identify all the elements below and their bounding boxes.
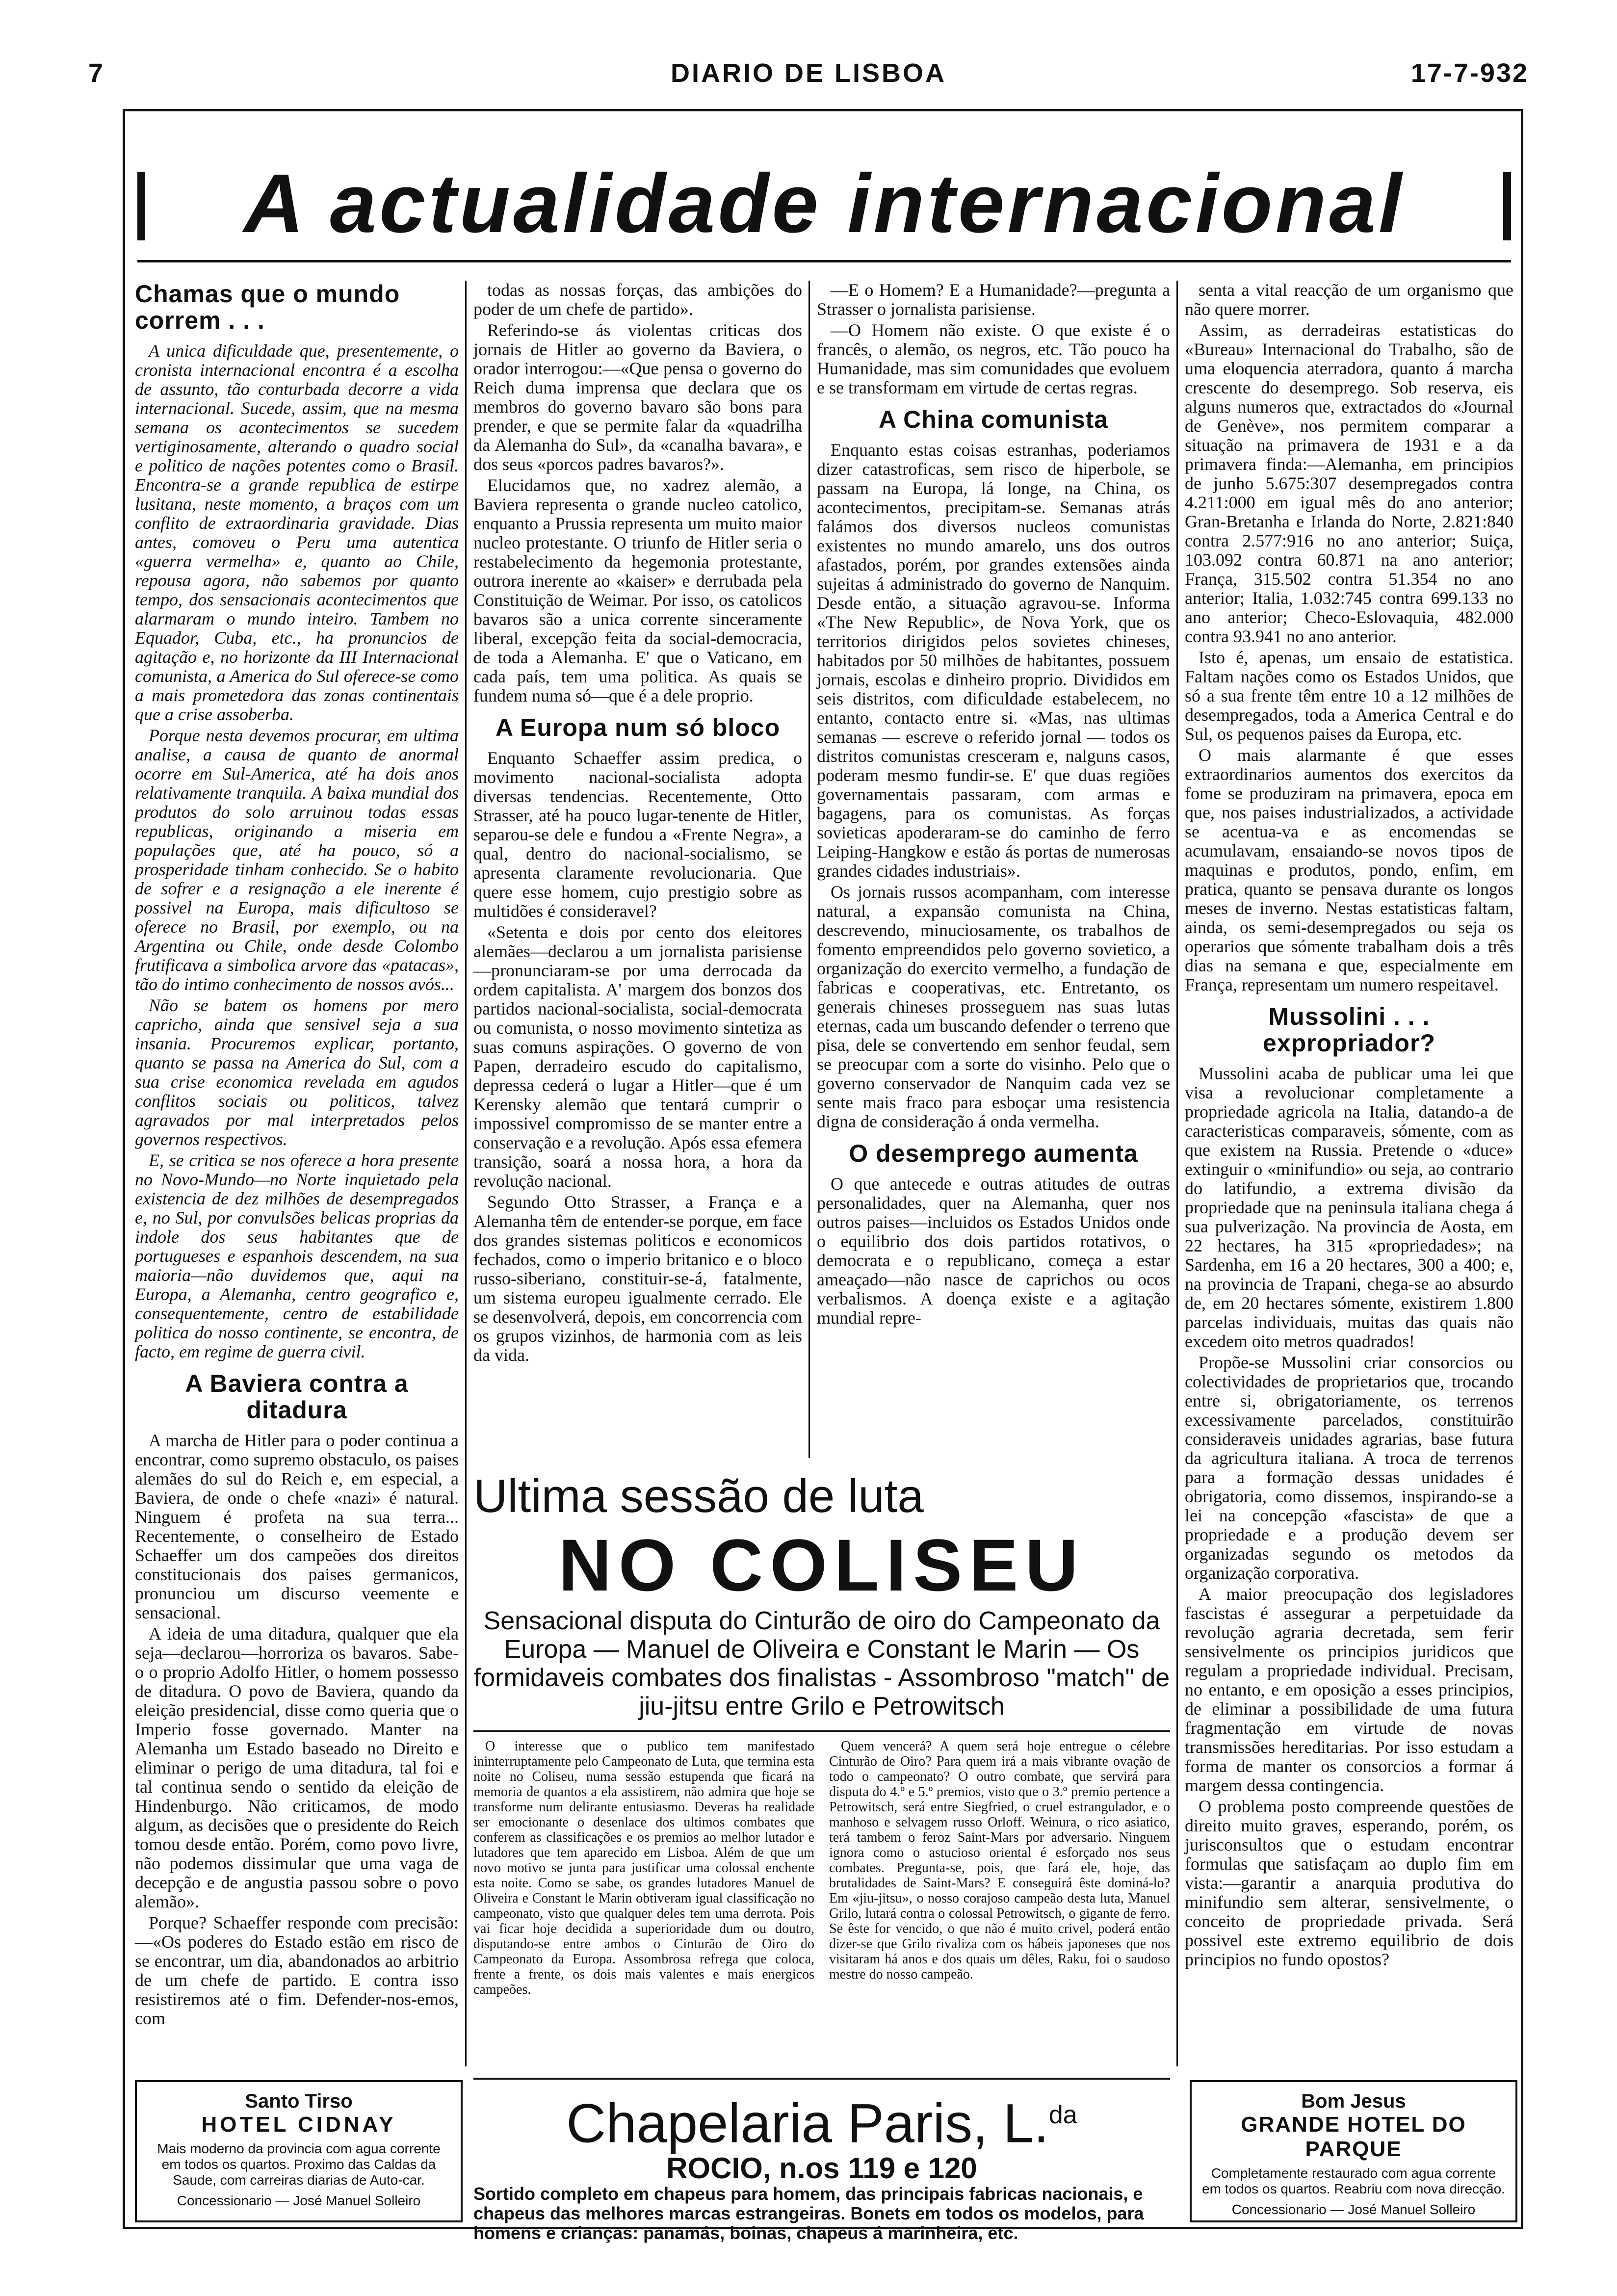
ad-hotel-name: HOTEL CIDNAY [201, 2113, 396, 2137]
headline-bar-left [137, 172, 145, 240]
paragraph: senta a vital reacção de um organismo que não quere morrer. [1185, 280, 1513, 319]
paragraph: Porque? Schaeffer responde com precisão:—«Os poderes do Estado estão em risco de se encontrar, um dia, abandonados ao arbitrio de um chefe de partido. E contra isso resistiremos até o fim. Defender-nos-emos, com [135, 1913, 459, 2028]
subheading: Chamas que o mundo correm . . . [135, 280, 400, 334]
ad-title-text: Chapelaria Paris, L. [566, 2092, 1049, 2154]
paragraph: Segundo Otto Strasser, a França e a Alemanha têm de entender-se porque, em face dos grandes sistemas politicos e economicos fechados, como o imperio britanico e o bloco russo-siberiano, constituir-se-á, fatalmente, um sistema europeu igualmente cerrado. Ele se desenvolverá, depois, em concorrencia com os grupos vizinhos, de harmonia com as leis da vida. [473, 1192, 802, 1365]
page-number: 7 [88, 58, 104, 88]
headline-rule [137, 260, 1511, 262]
paragraph: Propõe-se Mussolini criar consorcios ou colectividades de proprietarios que, trocando entre si, obrigatoriamente, os terrenos excessivamente parcelados, constituirão consideraveis unidades agrarias, base futura da agricultura italiana. A troca de terrenos para a formação dessas unidades é obrigatoria, como dissemos, inspirando-se a lei na concepção «fascista» de que a propriedade e a produção devem ser organizadas segundo os metodos da organização corporativa. [1185, 1353, 1513, 1583]
paragraph: «Setenta e dois por cento dos eleitores alemães—declarou a um jornalista parisiense—pronunciaram-se por uma derrocada da ordem capitalista. A' margem dos bonzos dos partidos nacional-socialista, social-democrata ou comunista, o nosso movimento sintetiza as suas comuns aspirações. O governo de von Papen, derradeiro escudo do capitalismo, depressa cederá o lugar a Hitler—que é um Kerensky alemão que tentará cumprir o impossivel compromisso de se manter entre a conservação e a revolução. Após essa efemera transição, soará a nossa hora, a hora da revolução nacional. [473, 922, 802, 1191]
ad-body-right [829, 1739, 1170, 1998]
ad-headline: NO COLISEU [558, 1524, 1085, 1606]
paragraph: O que antecede e outras atitudes de outras personalidades, quer na Alemanha, quer nos outros paises—incluidos os Estados Unidos onde o equilibrio dos dois partidos rotativos, o democrata e o republicano, começa a estar ameaçado—não nasce de caprichos ou ocos verbalismos. A doença existe e a agitação mundial repre- [817, 1174, 1170, 1328]
newspaper-name: DIARIO DE LISBOA [670, 58, 947, 88]
subheading: A Baviera contra a ditadura [185, 1370, 409, 1424]
column-rule [1176, 281, 1178, 2066]
paragraph: A ideia de uma ditadura, qualquer que ela seja—declarou—horroriza os bavaros. Sabe-o o proprio Adolfo Hitler, o homem possesso de ditadura. O povo de Baviera, quando da eleição presidencial, disse como queria que o Imperio fosse governado. Manter na Alemanha um Estado baseado no Direito e eliminar o perigo de uma ditadura, tal foi e tal continua sendo o sentido da eleição de Hindenburgo. Não criticamos, de modo algum, as decisões que o presidente do Reich tomou desde então. Porém, como povo livre, não podemos dissimular que uma vaga de decepção e de angustia passou sobre o povo alemão». [135, 1624, 459, 1911]
paragraph: Enquanto Schaeffer assim predica, o movimento nacional-socialista adopta diversas tendencias. Recentemente, Otto Strasser, até ha pouco lugar-tenente de Hitler, separou-se dele e fundou a «Frente Negra», a qual, dentro do nacional-socialismo, se apresenta claramente revolucionaria. Que quere esse homem, cujo prestigio sobre as multidões é consideravel? [473, 748, 802, 921]
ad-body [473, 1730, 1170, 1998]
coliseu-advertisement [473, 1469, 1170, 2068]
paragraph: A maior preocupação dos legisladores fascistas é assegurar a perpetuidade da revolução agraria decretada, sem ferir sensivelmente os principios juridicos que regulam a propriedade individual. Precisam, no entanto, e em oposição a esses principios, de eliminar a possibilidade de uma futura fragmentação em virtude de novas transmissões hereditarias. Por isso estudam a forma de manter os consorcios a formar á margem dessa contingencia. [1185, 1584, 1513, 1795]
paragraph: —O Homem não existe. O que existe é o francês, o alemão, os negros, etc. Tão pouco ha Humanidade, mas sim comunidades que evoluem e se transformam em virtude de certas regras. [817, 320, 1170, 397]
ad-place: Santo Tirso [245, 2090, 353, 2112]
paragraph: Enquanto estas coisas estranhas, poderiamos dizer catastroficas, sem risco de hiperbole, se passam na Europa, lá longe, na China, os acontecimentos, precipitam-se. Semanas atrás falámos dos diversos nucleos comunistas existentes no mundo amarelo, uns dos outros afastados, porém, por grandes extensões ainda sujeitas á administrado do governo de Nanquim. Desde então, a situação agravou-se. Informa «The New Republic», de Nova York, que os territorios dirigidos pelos sovietes chineses, habitados por 50 milhões de habitantes, possuem jornais, escolas e dinheiro proprio. Divididos em seis distritos, com dificuldade estabelecem, no entanto, contacto entre si. «Mas, nas ultimas semanas — escreve o referido jornal — todos os distritos comunistas cresceram e, nalguns casos, poderam mesmo fundir-se. E' que duas regiões governamentais passaram, com armas e bagagens, para os comunistas. As forças sovieticas apoderaram-se do caminho de ferro Leiping-Hangkow e estão ás portas de numerosas grandes cidades industriais». [817, 440, 1170, 881]
ad-address: ROCIO, n.os 119 e 120 [666, 2152, 977, 2185]
paragraph: Porque nesta devemos procurar, em ultima analise, a causa de quanto de anormal ocorre em Sul-America, até ha dois anos relativamente tranquila. A baixa mundial dos produtos do solo arruinou todas essas republicas, originando a miseria em populações que, até ha pouco, só a prosperidade tinham conhecido. Se o habito de sofrer e a resignação a ele inerente é possivel na Europa, mais dificultoso se oferece no Brasil, por exemplo, ou na Argentina ou Chile, onde desde Colombo frutificava a simbolica arvore das «patacas», tão do intimo conhecimento de nossos avós... [135, 726, 459, 994]
ad-description: Sortido completo em chapeus para homem, das principais fabricas nacionais, e chapeus das melhores marcas estrangeiras. Bonets em todos os modelos, para homens e crianças: panamás, boinas, chapeus á marinheira, etc. [473, 2184, 1144, 2244]
subheading: A Europa num só bloco [495, 714, 781, 741]
article-column-1 [135, 281, 459, 2030]
paragraph: O mais alarmante é que esses extraordinarios aumentos dos exercitos da fome se produziram na primavera, epoca em que, nos paises industrializados, a actividade se acentua-va e as encomendas se acumulavam, ensaiando-se novos tipos de maquinas e produtos, pondo, enfim, em pratica, quanto se pensava durante os longos meses de inverno. Nestas estatisticas faltam, ainda, os semi-desempregados ou seja os operarios que sómente trabalham dois a três dias na semana e que, especialmente em França, representam um numero respeitavel. [1185, 745, 1513, 994]
paragraph: Elucidamos que, no xadrez alemão, a Baviera representa o grande nucleo catolico, enquanto a Prussia representa um muito maior nucleo protestante. O triunfo de Hitler seria o restabelecimento da hegemonia protestante, outrora inerente ao «kaiser» e derrubada pela Constituição de Weimar. Por isso, os catolicos bavaros são a unica corrente sinceramente liberal, excepção feita da social-democracia, de toda a Alemanha. E' que o Vaticano, em cada país, tem uma politica. As quais se fundem numa só—que é a dele proprio. [473, 475, 802, 705]
ad-body-left [473, 1739, 814, 1998]
paragraph: Assim, as derradeiras estatisticas do «Bureau» Internacional do Trabalho, são de uma eloquencia aterradora, quanto á marcha crescente do desemprego. Sob reserva, eis alguns numeros que, extractados do «Journal de Genève», nos permitem comparar a situação na primavera de 1931 e a da primavera finda:—Alemanha, em principios de junho 5.675:307 desempregados contra 4.211:000 em igual mês do ano anterior; Gran-Bretanha e Irlanda do Norte, 2.821:840 contra 2.577:916 no ano anterior; Suiça, 103.092 contra 60.871 na ano anterior; França, 315.502 contra 51.354 no ano anterior; Italia, 1.032:745 contra 699.133 no ano anterior; Checo-Eslovaquia, 482.000 contra 93.941 no ano anterior. [1185, 320, 1513, 646]
paragraph: Isto é, apenas, um ensaio de estatistica. Faltam nações como os Estados Unidos, que só a sua frente têm entre 10 a 12 milhões de desempregados, toda a America Central e do Sul, os pequenos paises da Europa, etc. [1185, 648, 1513, 744]
paragraph: Quem vencerá? A quem será hoje entregue o célebre Cinturão de Oiro? Para quem irá a mais vibrante ovação de todo o campeonato? O outro combate, que servirá para disputa do 4.º e 5.º premios, visto que o 3.º premio pertence a Petrowitsch, será entre Siegfried, o cruel estrangulador, e o manhoso e selvagem russo Orloff. Weinura, o rico asiatico, terá tambem o feroz Saint-Mars por adversario. Ninguem ignora como o astucioso oriental é esforçado nos seus combates. Pregunta-se, pois, que fará ele, hoje, das brutalidades de Saint-Mars? E conseguirá êste dominá-lo? Em «jiu-jitsu», o nosso corajoso campeão desta luta, Manuel Grilo, lutará contra o colossal Petrowitsch, o gigante de ferro. Se êste for vencido, o que não é muito crivel, poderá então dizer-se que Grilo rivaliza com os hábeis japoneses que nos visitaram há anos e dos quais um dêles, Raku, foi o saudoso mestre do nosso campeão. [829, 1739, 1170, 1982]
paragraph: Mussolini acaba de publicar uma lei que visa a revolucionar completamente a propriedade agricola na Italia, datando-a de caracteristicas comparaveis, sómente, com as que existem na Russia. Pretende o «duce» extinguir o «minifundio» ou seja, ao contrario do latifundio, a extrema divisão da propriedade que na peninsula italiana chega á sua pulverização. Na provincia de Aosta, em 22 hectares, ha 315 «propriedades»; na Sardenha, em 16 a 20 hectares, 300 a 400; e, na provincia de Trapani, chega-se ao absurdo de, em 20 hectares sómente, existirem 1.800 parcelas individuais, muitas das quais não excedem oito metros quadrados! [1185, 1064, 1513, 1351]
ad-description: Mais moderno da provincia com agua corrente em todos os quartos. Proximo das Caldas da Saude, com carreiras diarias de Auto-car. [157, 2141, 441, 2188]
column-rule [808, 281, 810, 1458]
ad-owner: Concessionario — José Manuel Solleiro [1231, 2202, 1476, 2217]
ad-title [473, 2086, 1170, 2153]
section-title: A actualidade internacional [243, 157, 1405, 250]
subheading: O desemprego aumenta [849, 1140, 1138, 1167]
ad-kicker: Ultima sessão de luta [473, 1470, 924, 1522]
ad-place: Bom Jesus [1301, 2090, 1406, 2112]
column-rule [465, 281, 467, 2066]
paragraph: Não se batem os homens por mero capricho, ainda que sensivel seja a sua insania. Procuremos explicar, portanto, quanto se passa na America do Sul, com a sua crise economica revelada em agudos conflitos sociais ou politicos, talvez agravados por mal interpretados pelos governos respectivos. [135, 995, 459, 1149]
ad-owner: Concessionario — José Manuel Solleiro [177, 2193, 421, 2208]
subheading: Mussolini . . . expropriador? [1263, 1003, 1435, 1057]
ad-title-superscript: da [1048, 2101, 1077, 2129]
paragraph: A marcha de Hitler para o poder continua a encontrar, como supremo obstaculo, os paises alemães do sul do Reich e, em especial, a Baviera, de onde o chefe «nazi» é natural. Ninguem é profeta na sua terra... Recentemente, o conselheiro de Estado Schaeffer um dos campeões dos direitos constitucionais dos paises germanicos, pronunciou um discurso veemente e sensacional. [135, 1431, 459, 1622]
article-column-3 [817, 281, 1170, 1330]
article-column-4 [1185, 281, 1513, 1971]
subheading: A China comunista [879, 406, 1108, 433]
paragraph: —E o Homem? E a Humanidade?—pregunta a Strasser o jornalista parisiense. [817, 280, 1170, 319]
paragraph: todas as nossas forças, das ambições do poder de um chefe de partido». [473, 280, 802, 319]
paragraph: Referindo-se ás violentas criticas dos jornais de Hitler ao governo da Baviera, o orador interrogou:—«Que pensa o governo do Reich duma imprensa que declara que os membros do governo bavaro são bons para prender, e que se permite falar da «quadrilha da Alemanha do Sul», da «canalha bavara», e dos seus «porcos padres bavaros?». [473, 320, 802, 474]
ad-subheadline: Sensacional disputa do Cinturão de oiro do Campeonato da Europa — Manuel de Oliveira e Constant le Marin — Os formidaveis combates dos finalistas - Assombroso "match" de jiu-jitsu entre Grilo e Petrowitsch [473, 1607, 1170, 1721]
hotel-parque-advertisement [1190, 2080, 1517, 2222]
paragraph: A unica dificuldade que, presentemente, o cronista internacional encontra é a escolha de assunto, tão conturbada decorre a vida internacional. Sucede, assim, que na mesma semana os acontecimentos se sucedem vertiginosamente, alterando o quadro social e politico de nações potentes como o Brasil. Encontra-se a grande republica de estirpe lusitana, neste momento, a braços com um conflito de extraordinaria gravidade. Dias antes, comoveu o Peru uma autentica «guerra vermelha» e, quanto ao Chile, repousa agora, não sabemos por quanto tempo, dos sensacionais acontecimentos que alarmaram o mundo inteiro. Tambem no Equador, Cuba, etc., ha pronuncios de agitação e, no horizonte da III Internacional comunista, a America do Sul oferece-se como a mais prometedora das zonas continentais que a crise assoberba. [135, 341, 459, 724]
headline-bar-right [1503, 172, 1511, 240]
paragraph: E, se critica se nos oferece a hora presente no Novo-Mundo—no Norte inquietado pela existencia de dez milhões de desempregados e, no Sul, por convulsões belicas proprias da indole dos seus habitantes que de portugueses e espanhois descendem, na sua maioria—não duvidemos que, aqui na Europa, a Alemanha, centro geografico e, consequentemente, centro de estabilidade politica do nosso continente, se encontra, de facto, em regime de guerra civil. [135, 1150, 459, 1361]
paragraph: O interesse que o publico tem manifestado ininterruptamente pelo Campeonato de Luta, que termina esta noite no Coliseu, numa sessão estupenda que ficará na memoria de quantos a ela assistirem, não admira que hoje se transforme num delirante entusiasmo. Deveras ha realidade ser emocionante o desenlace dos ultimos combates que conferem as classificações e os premios ao melhor lutador e lutadores que tem aparecido em Lisboa. Além de que um novo motivo se junta para justificar uma colossal enchente esta noite. Como se sabe, os grandes lutadores Manuel de Oliveira e Constant le Marin obtiveram igual classificação no campeonato, visto que qualquer deles tem uma derrota. Pois vai ficar hoje decidida a superioridade dum ou doutro, disputando-se entre ambos o Cinturão de Oiro do Campeonato da Europa. Assombrosa refrega que coloca, frente a frente, os dois mais valentes e mais energicos campeões. [473, 1739, 814, 1997]
ad-description: Completamente restaurado com agua corrente em todos os quartos. Reabriu com nova direcção. [1202, 2166, 1505, 2196]
chapelaria-advertisement [473, 2078, 1170, 2244]
paragraph: O problema posto compreende questões de direito muito graves, esperando, porém, os jurisconsultos que o estudam encontrar formulas que satisfaçam ao duplo fim em vista:—garantir a anarquia produtiva do minifundio sem alterar, sensivelmente, o conceito de propriedade privada. Será possivel este extremo equilibrio de dois principios no fundo opostos? [1185, 1797, 1513, 1969]
section-headline [137, 157, 1511, 250]
issue-date: 17-7-932 [1410, 58, 1529, 88]
article-column-2 [473, 281, 802, 1367]
masthead [88, 58, 1529, 92]
paragraph: Os jornais russos acompanham, com interesse natural, a expansão comunista na China, descrevendo, minuciosamente, os trabalhos de fomento empreendidos pelo governo sovietico, a organização do exercito vermelho, a fundação de fabricas e cooperativas, etc. Entretanto, os generais chineses prosseguem nas suas lutas eternas, cada um buscando defender o terreno que pisa, dele se convertendo em senhor feudal, sem se preocupar com a sorte do visinho. Pelo que o governo conservador de Nanquim cada vez se sente mais fraco para esboçar uma resistencia digna de consideração á onda vermelha. [817, 882, 1170, 1131]
ad-hotel-name: GRANDE HOTEL DO PARQUE [1241, 2113, 1466, 2161]
hotel-cidnay-advertisement [135, 2080, 463, 2222]
